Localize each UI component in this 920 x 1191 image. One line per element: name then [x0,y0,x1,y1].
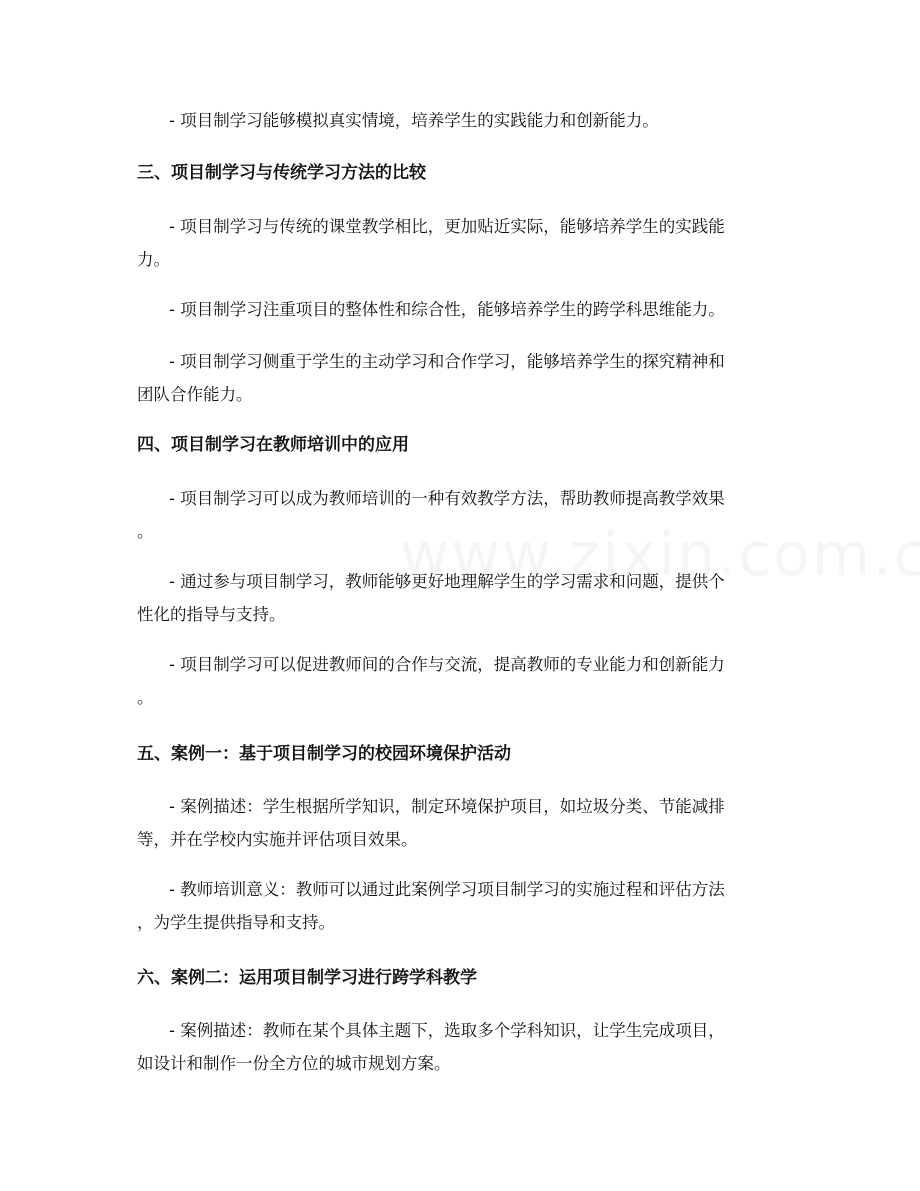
paragraph-line: 如设计和制作一份全方位的城市规划方案。 [137,1054,451,1073]
paragraph-line: - 案例描述：教师在某个具体主题下，选取多个学科知识，让学生完成项目， [169,1021,725,1040]
section-heading: 三、项目制学习与传统学习方法的比较 [137,163,426,183]
paragraph-line: - 项目制学习与传统的课堂教学相比，更加贴近实际，能够培养学生的实践能 [169,217,725,236]
paragraph-line: 。 [137,688,154,707]
section-heading: 六、案例二：运用项目制学习进行跨学科教学 [137,968,477,988]
paragraph-line: - 项目制学习注重项目的整体性和综合性，能够培养学生的跨学科思维能力。 [169,300,725,319]
paragraph-line: - 教师培训意义：教师可以通过此案例学习项目制学习的实施过程和评估方法 [169,880,725,899]
paragraph-line: 性化的指导与支持。 [137,605,286,624]
paragraph-line: 。 [137,522,154,541]
paragraph-line: - 案例描述：学生根据所学知识，制定环境保护项目，如垃圾分类、节能减排 [169,797,725,816]
paragraph-line: ，为学生提供指导和支持。 [137,913,335,932]
section-heading: 四、项目制学习在教师培训中的应用 [137,435,409,455]
paragraph [137,210,785,276]
paragraph [137,345,785,411]
paragraph-line: - 项目制学习侧重于学生的主动学习和合作学习，能够培养学生的探究精神和 [169,352,725,371]
paragraph [137,1014,785,1080]
paragraph [137,648,785,714]
paragraph-line: - 项目制学习可以成为教师培训的一种有效教学方法，帮助教师提高教学效果 [169,489,725,508]
paragraph-line: - 项目制学习能够模拟真实情境，培养学生的实践能力和创新能力。 [169,111,659,130]
paragraph-line: 等，并在学校内实施并评估项目效果。 [137,830,418,849]
paragraph [137,565,785,631]
paragraph [137,873,785,939]
paragraph [137,293,785,326]
paragraph-line: 力。 [137,250,170,269]
paragraph [137,482,785,548]
paragraph-line: - 项目制学习可以促进教师间的合作与交流，提高教师的专业能力和创新能力 [169,655,725,674]
paragraph [137,104,785,137]
section-heading: 五、案例一：基于项目制学习的校园环境保护活动 [137,744,511,764]
paragraph-line: - 通过参与项目制学习，教师能够更好地理解学生的学习需求和问题，提供个 [169,572,725,591]
paragraph-line: 团队合作能力。 [137,385,253,404]
paragraph [137,790,785,856]
